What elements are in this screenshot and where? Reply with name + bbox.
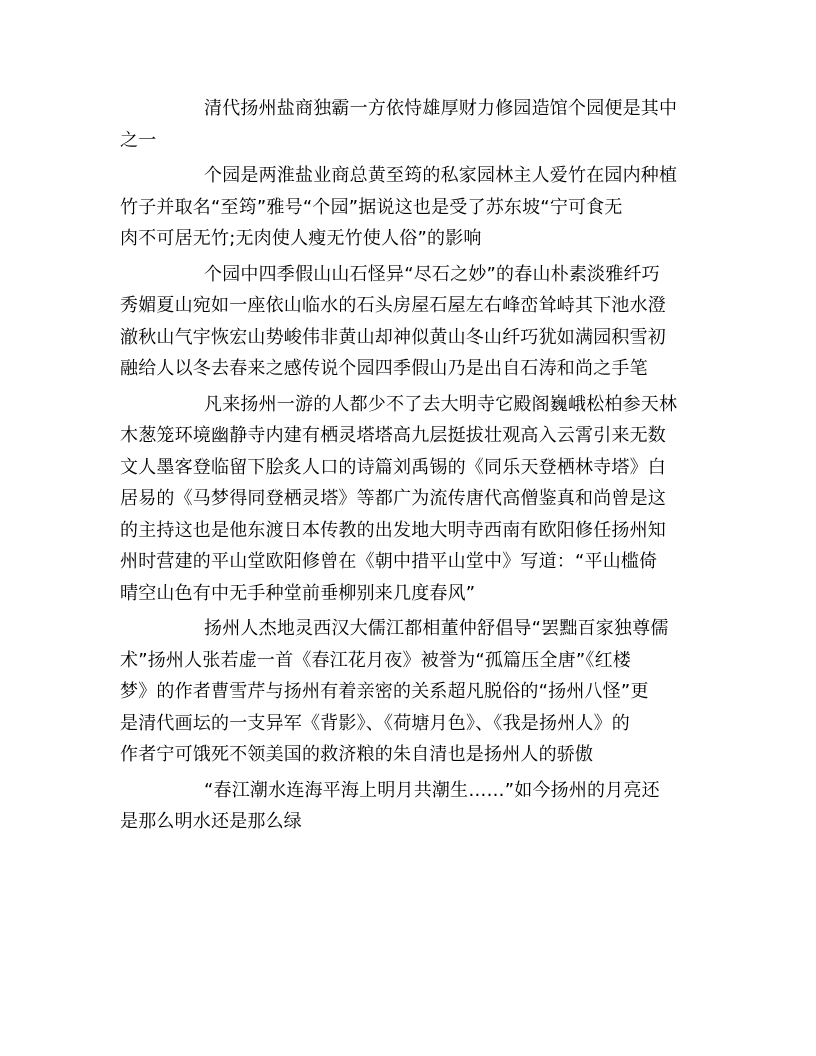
text-line: “春江潮水连海平海上明月共潮生……”如今扬州的月亮还 bbox=[204, 779, 660, 801]
text-line: 凡来扬州一游的人都少不了去大明寺它殿阁巍峨松柏参天林 bbox=[204, 393, 678, 415]
text-line: 作者宁可饿死不领美国的救济粮的朱自清也是扬州人的骄傲 bbox=[120, 744, 594, 765]
text-line: 居易的《马梦得同登栖灵塔》等都广为流传唐代高僧鉴真和尚曾是这 bbox=[120, 488, 666, 509]
text-line: 的主持这也是他东渡日本传教的出发地大明寺西南有欧阳修任扬州知 bbox=[120, 519, 666, 541]
text-line: 肉不可居无竹;无肉使人瘦无竹使人俗”的影响 bbox=[120, 228, 482, 249]
text-line: 梦》的作者曹雪芹与扬州有着亲密的关系超凡脱俗的“扬州八怪”更 bbox=[120, 681, 649, 702]
text-line: 木葱笼环境幽静寺内建有栖灵塔塔高九层挺拔壮观高入云霄引来无数 bbox=[120, 425, 666, 446]
text-line: 个园是两淮盐业商总黄至筠的私家园林主人爱竹在园内种植 bbox=[204, 165, 678, 186]
text-line: 文人墨客登临留下脍炙人口的诗篇刘禹锡的《同乐天登栖林寺塔》白 bbox=[120, 456, 666, 478]
paragraph-2 bbox=[120, 160, 692, 255]
paragraph-4 bbox=[120, 389, 692, 610]
text-line: 州时营建的平山堂欧阳修曾在《朝中措平山堂中》写道：“平山槛倚 bbox=[120, 551, 658, 572]
paragraph-1 bbox=[120, 93, 692, 156]
paragraph-3 bbox=[120, 259, 692, 385]
text-line: 是清代画坛的一支异军《背影》、《荷塘月色》、《我是扬州人》的 bbox=[120, 712, 630, 734]
text-line: 扬州人杰地灵西汉大儒江都相董仲舒倡导“罢黜百家独尊儒 bbox=[204, 618, 669, 639]
text-line: 竹子并取名“至筠”雅号“个园”据说这也是受了苏东坡“宁可食无 bbox=[120, 196, 623, 218]
document-body bbox=[120, 93, 692, 842]
paragraph-6 bbox=[120, 775, 692, 838]
text-line: 清代扬州盐商独霸一方依恃雄厚财力修园造馆个园便是其中 bbox=[204, 98, 678, 119]
text-line: 秀媚夏山宛如一座依山临水的石头房屋石屋左右峰峦耸峙其下池水澄 bbox=[120, 295, 666, 316]
text-line: 术”扬州人张若虚一首《春江花月夜》被誉为“孤篇压全唐”《红楼 bbox=[120, 649, 631, 671]
text-line: 是那么明水还是那么绿 bbox=[120, 811, 302, 832]
text-line: 融给人以冬去春来之感传说个园四季假山乃是出自石涛和尚之手笔 bbox=[120, 358, 648, 379]
text-line: 个园中四季假山山石怪异“尽石之妙”的春山朴素淡雅纤巧 bbox=[204, 263, 660, 285]
text-line: 澈秋山气宇恢宏山势峻伟非黄山却神似黄山冬山纤巧犹如满园积雪初 bbox=[120, 326, 666, 348]
paragraph-5 bbox=[120, 613, 692, 771]
text-line: 之一 bbox=[120, 129, 157, 151]
text-line: 晴空山色有中无手种堂前垂柳别来几度春风” bbox=[120, 582, 476, 604]
